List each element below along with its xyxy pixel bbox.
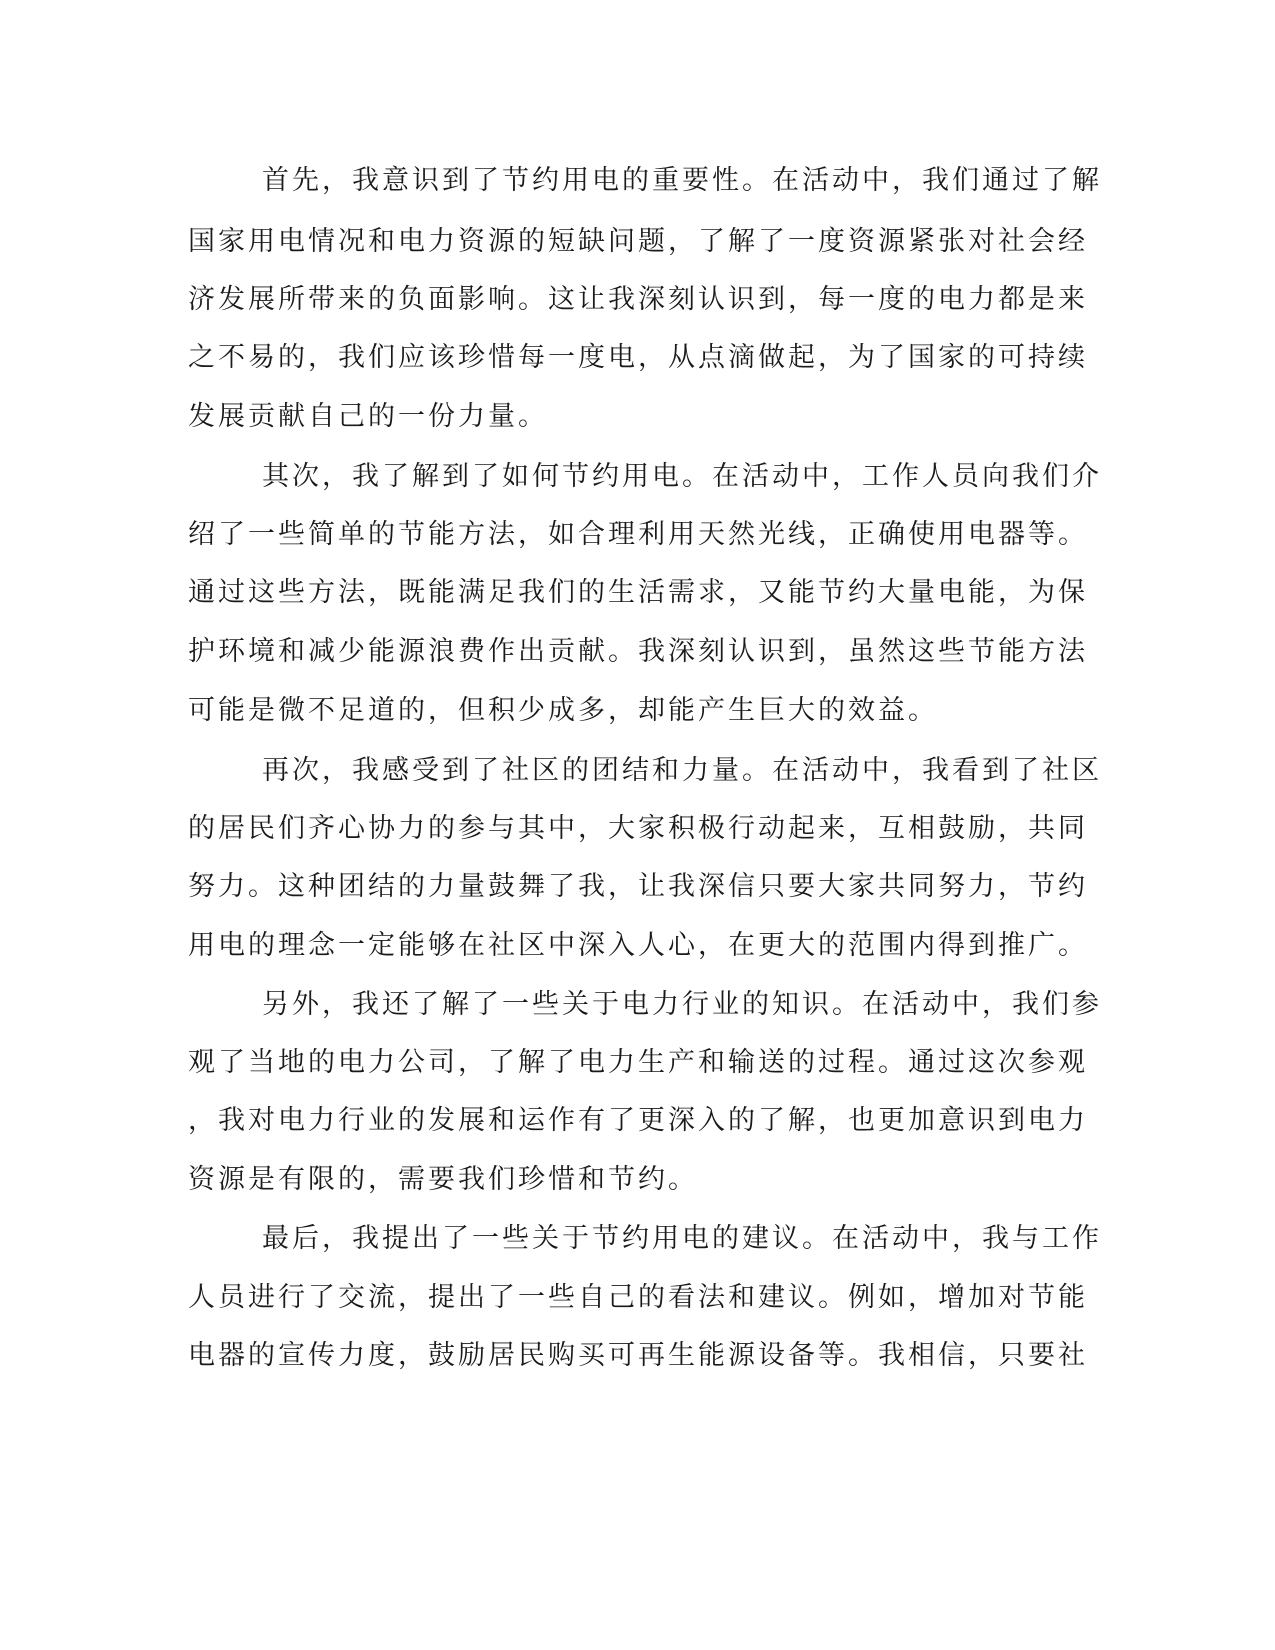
paragraph-3-line-2: 的居民们齐心协力的参与其中，大家积极行动起来，互相鼓励，共同 <box>188 813 1088 844</box>
paragraph-1-line-2: 国家用电情况和电力资源的短缺问题，了解了一度资源紧张对社会经 <box>188 226 1088 257</box>
paragraph-2-line-5: 可能是微不足道的，但积少成多，却能产生巨大的效益。 <box>188 695 938 726</box>
paragraph-1-line-4: 之不易的，我们应该珍惜每一度电，从点滴做起，为了国家的可持续 <box>188 342 1088 373</box>
paragraph-1-line-1: 首先，我意识到了节约用电的重要性。在活动中，我们通过了解 <box>262 165 1102 196</box>
paragraph-1-line-3: 济发展所带来的负面影响。这让我深刻认识到，每一度的电力都是来 <box>188 284 1088 315</box>
paragraph-3-line-1: 再次，我感受到了社区的团结和力量。在活动中，我看到了社区 <box>262 755 1102 786</box>
paragraph-2-line-1: 其次，我了解到了如何节约用电。在活动中，工作人员向我们介 <box>262 461 1102 492</box>
paragraph-2-line-2: 绍了一些简单的节能方法，如合理利用天然光线，正确使用电器等。 <box>188 519 1088 550</box>
paragraph-2-line-3: 通过这些方法，既能满足我们的生活需求，又能节约大量电能，为保 <box>188 577 1088 608</box>
paragraph-5-line-1: 最后，我提出了一些关于节约用电的建议。在活动中，我与工作 <box>262 1223 1102 1254</box>
paragraph-2-line-4: 护环境和减少能源浪费作出贡献。我深刻认识到，虽然这些节能方法 <box>188 636 1088 667</box>
paragraph-1-line-5: 发展贡献自己的一份力量。 <box>188 401 548 432</box>
paragraph-5-line-2: 人员进行了交流，提出了一些自己的看法和建议。例如，增加对节能 <box>188 1282 1088 1313</box>
paragraph-4-line-4: 资源是有限的，需要我们珍惜和节约。 <box>188 1164 698 1195</box>
paragraph-5-line-3: 电器的宣传力度，鼓励居民购买可再生能源设备等。我相信，只要社 <box>188 1340 1088 1371</box>
paragraph-4-line-2: 观了当地的电力公司，了解了电力生产和输送的过程。通过这次参观 <box>188 1047 1088 1078</box>
paragraph-4-line-3: ，我对电力行业的发展和运作有了更深入的了解，也更加意识到电力 <box>188 1105 1088 1136</box>
paragraph-4-line-1: 另外，我还了解了一些关于电力行业的知识。在活动中，我们参 <box>262 989 1102 1020</box>
paragraph-3-line-3: 努力。这种团结的力量鼓舞了我，让我深信只要大家共同努力，节约 <box>188 871 1088 902</box>
paragraph-3-line-4: 用电的理念一定能够在社区中深入人心，在更大的范围内得到推广。 <box>188 930 1088 961</box>
